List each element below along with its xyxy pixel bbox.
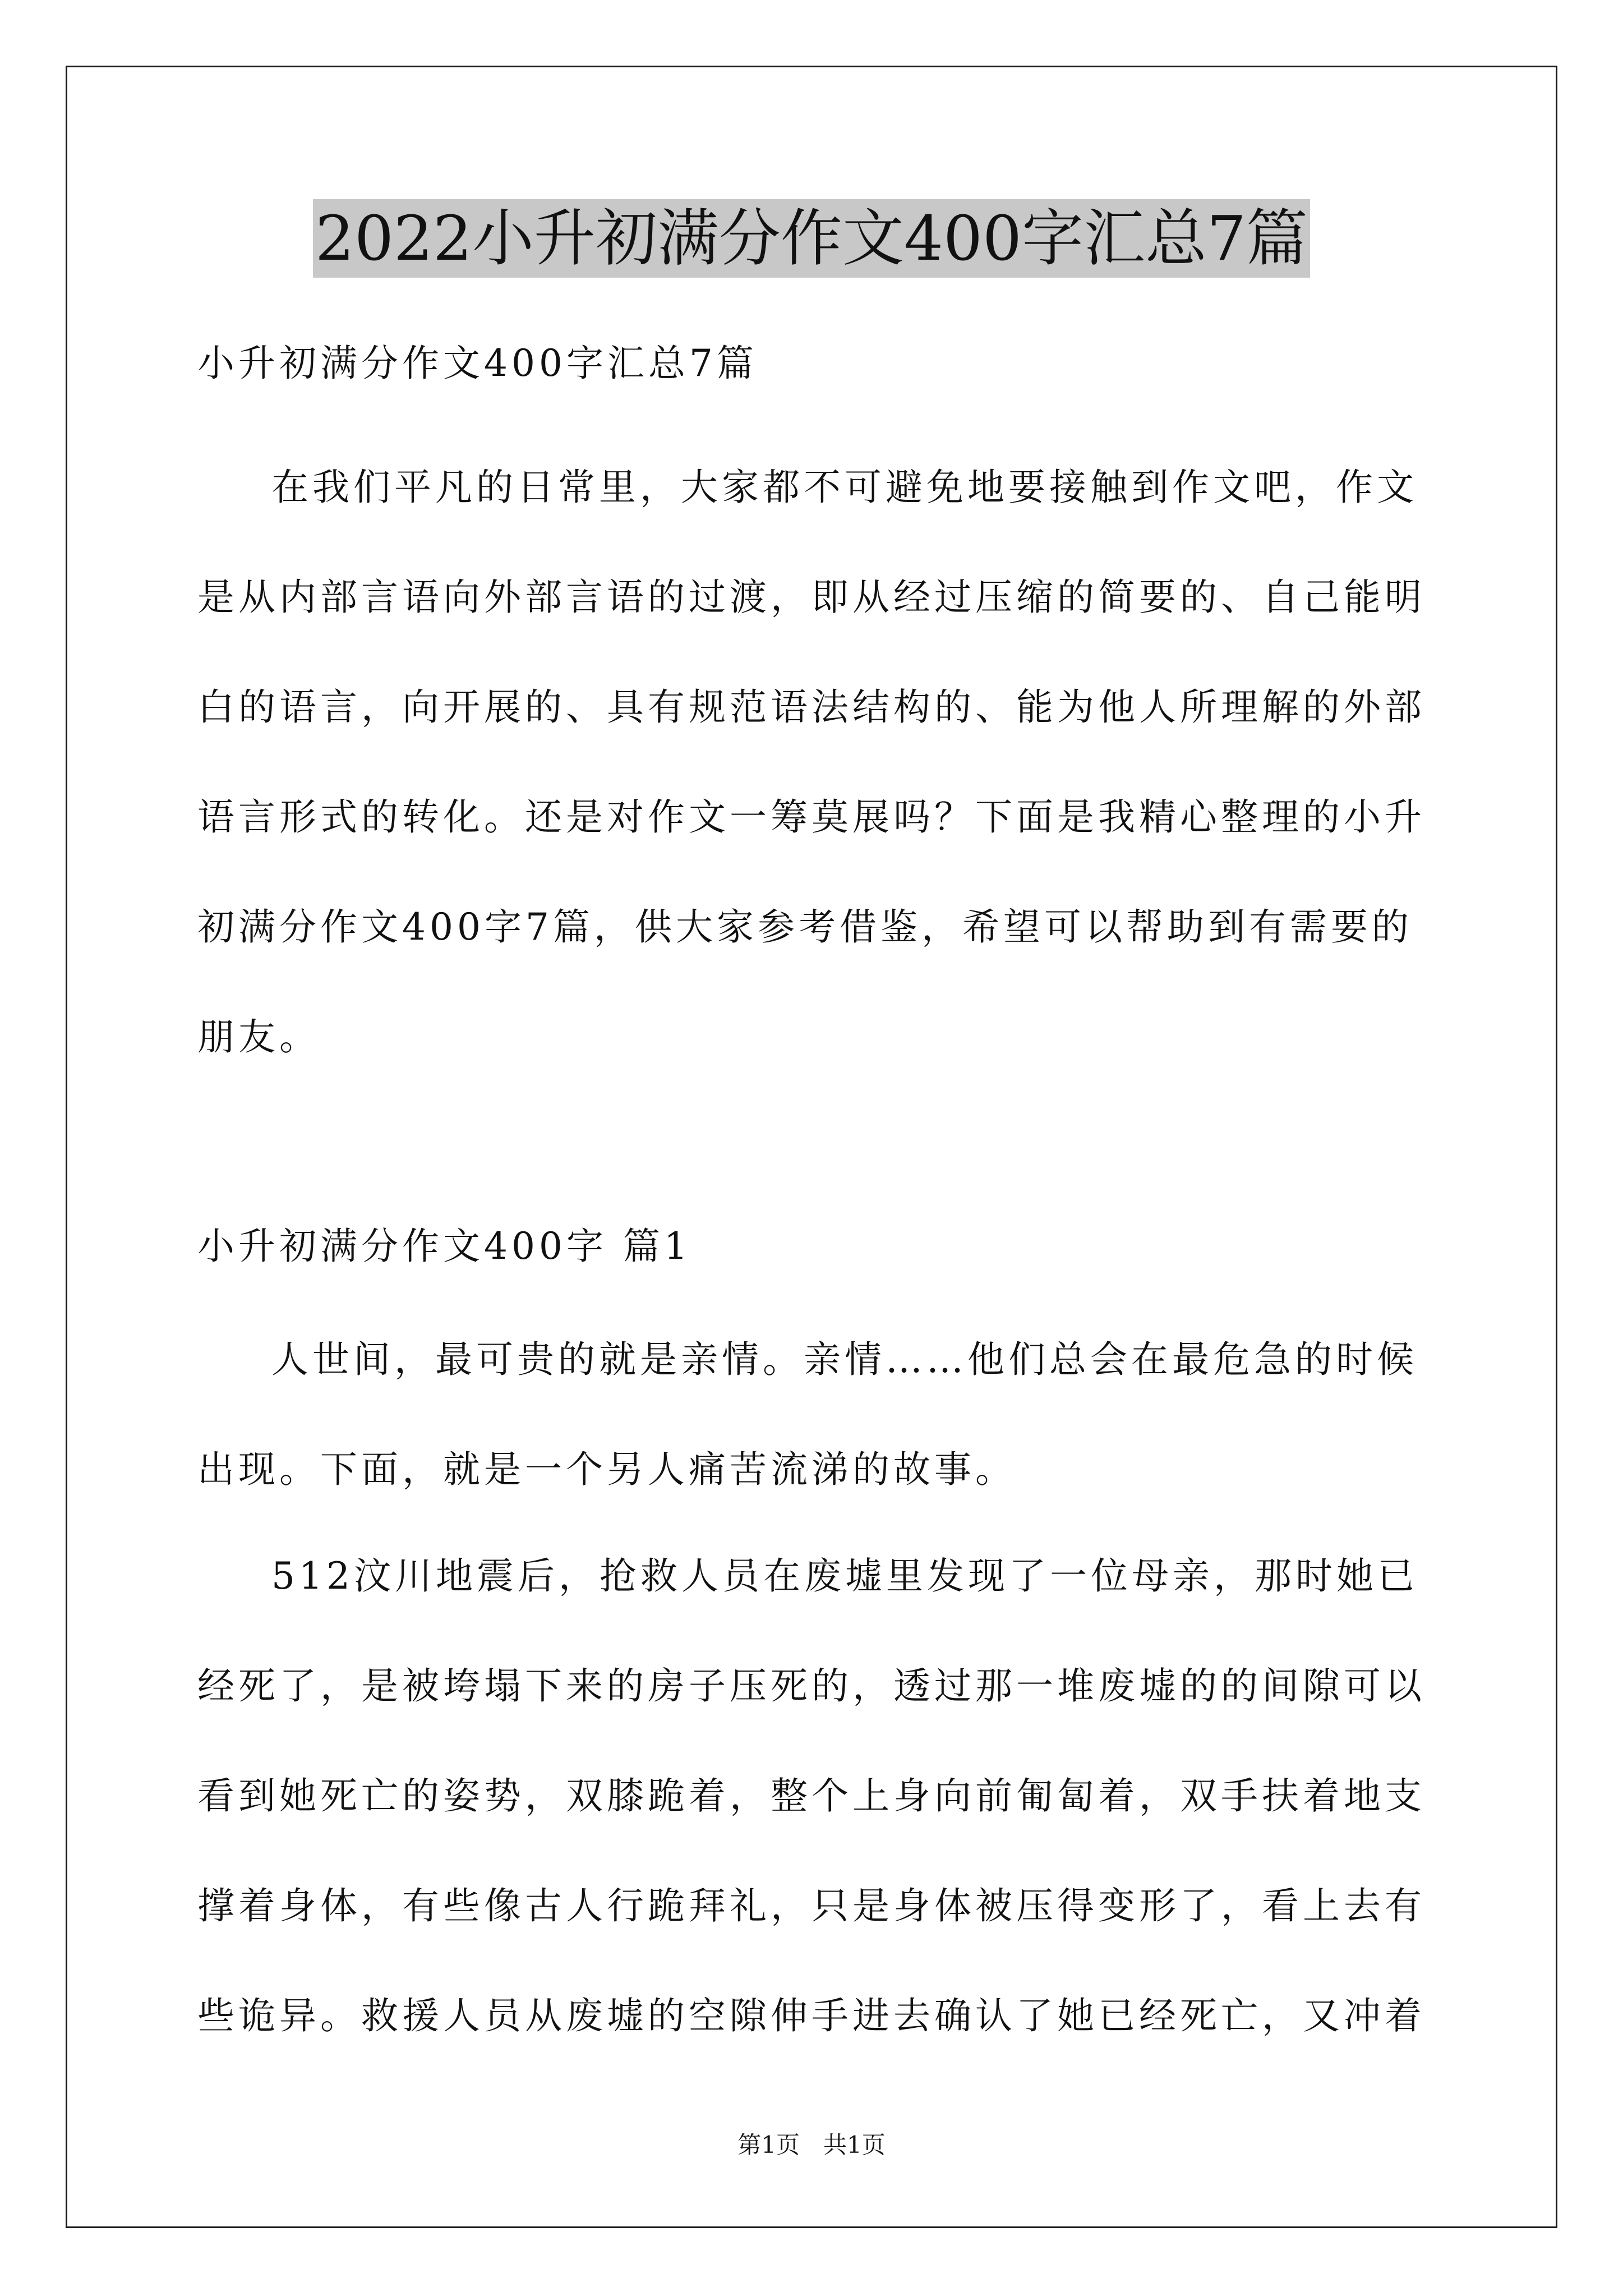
document-title: 2022小升初满分作文400字汇总7篇 xyxy=(313,199,1310,278)
intro-paragraph: 在我们平凡的日常里，大家都不可避免地要接触到作文吧，作文是从内部言语向外部言语的过渡，即从经过压缩的简要的、自己能明白的语言，向开展的、具有规范语法结构的、能为他人所理解的外部语言形式的转化。还是对作文一筹莫展吗？下面是我精心整理的小升初满分作文400字7篇，供大家参考借鉴，希望可以帮助到有需要的朋友。 xyxy=(197,466,1426,1059)
document-subtitle: 小升初满分作文400字汇总7篇 xyxy=(197,342,758,385)
title-wrap xyxy=(0,199,1623,278)
page-footer: 第1页 共1页 xyxy=(737,2131,886,2159)
body-paragraph: 512汶川地震后，抢救人员在废墟里发现了一位母亲，那时她已经死了，是被垮塌下来的房子压死的，透过那一堆废墟的的间隙可以看到她死亡的姿势，双膝跪着，整个上身向前匍匐着，双手扶着地支撑着身体，有些像古人行跪拜礼，只是身体被压得变形了，看上去有些诡异。救援人员从废墟的空隙伸手进去确认了她已经死亡，又冲着 xyxy=(197,1554,1426,2037)
body-paragraph: 人世间，最可贵的就是亲情。亲情……他们总会在最危急的时候出现。下面，就是一个另人痛苦流涕的故事。 xyxy=(197,1338,1418,1491)
section-heading: 小升初满分作文400字 篇1 xyxy=(197,1225,691,1268)
